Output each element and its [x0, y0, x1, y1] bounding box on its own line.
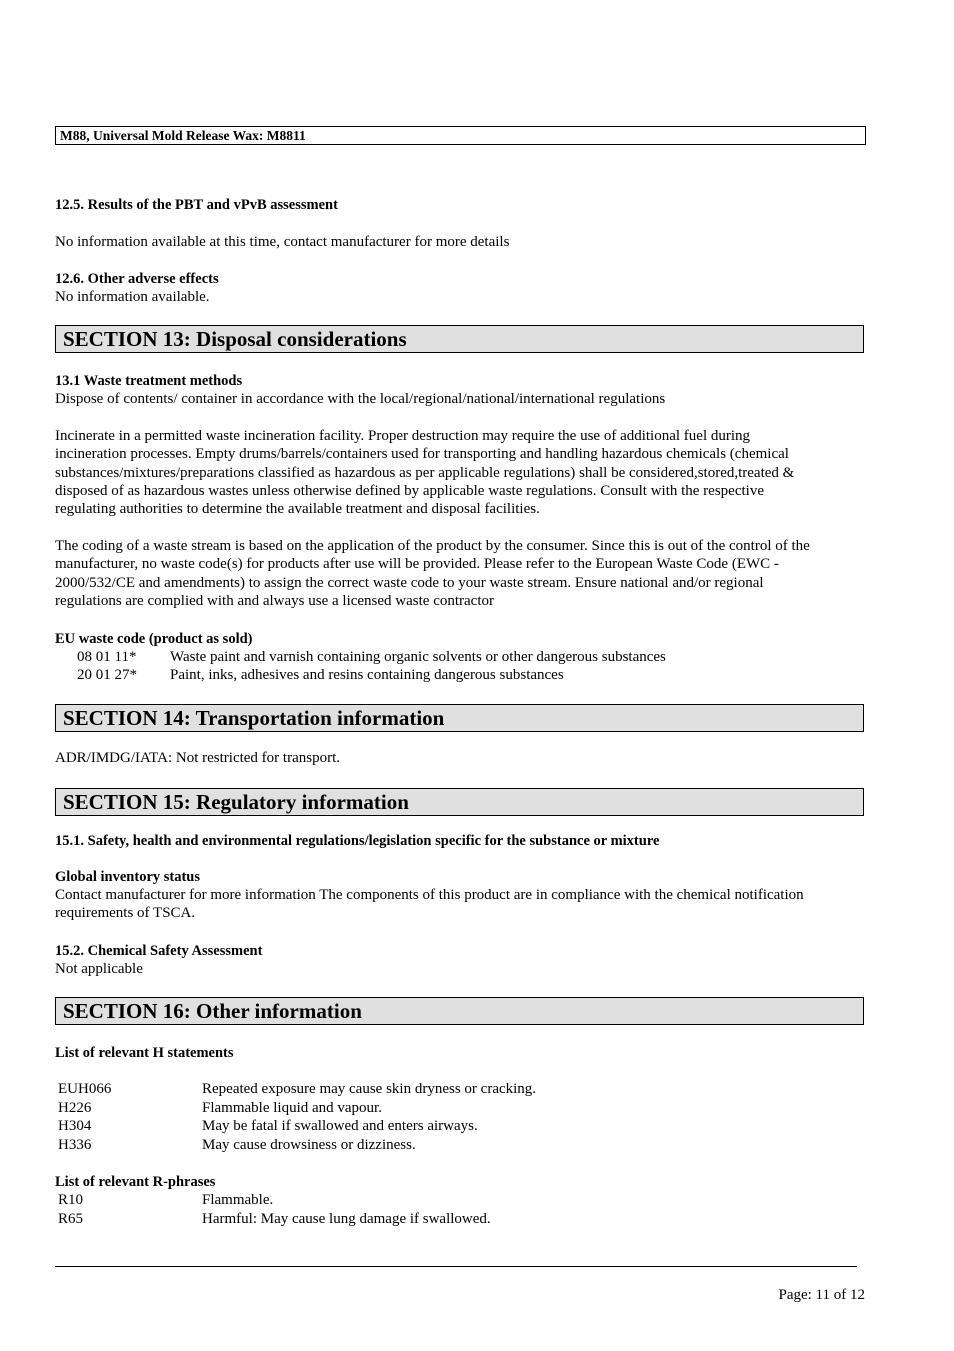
- h-statement-text: May be fatal if swallowed and enters airways.: [202, 1118, 478, 1134]
- chemical-safety-text: Not applicable: [55, 961, 143, 977]
- waste-code: 20 01 27*: [77, 667, 137, 683]
- chemical-safety-heading: 15.2. Chemical Safety Assessment: [55, 943, 263, 959]
- paragraph-line: regulations are complied with and always use a licensed waste contractor: [55, 592, 495, 609]
- product-name: M88, Universal Mold Release Wax: M8811: [60, 128, 306, 143]
- paragraph-line: requirements of TSCA.: [55, 905, 196, 922]
- section-15-title: SECTION 15: Regulatory information: [63, 790, 409, 814]
- incineration-paragraph: [55, 427, 867, 518]
- waste-code-description: Waste paint and varnish containing organic solvents or other dangerous substances: [170, 649, 666, 665]
- section-15-header: [55, 788, 864, 816]
- page-number: Page: 11 of 12: [778, 1287, 865, 1303]
- paragraph-line: Incinerate in a permitted waste incineration facility. Proper destruction may require the use of additional fuel during: [55, 428, 751, 444]
- h-statement-code: H336: [58, 1137, 92, 1153]
- paragraph-line: The coding of a waste stream is based on the application of the product by the consumer. Since this is out of the control of the: [55, 538, 810, 554]
- pbt-text: No information available at this time, contact manufacturer for more details: [55, 234, 510, 250]
- waste-coding-paragraph: [55, 537, 867, 610]
- h-statements-heading: List of relevant H statements: [55, 1045, 234, 1061]
- paragraph-line: 2000/532/CE and amendments) to assign the correct waste code to your waste stream. Ensure national and/or regional: [55, 574, 764, 591]
- h-statement-text: Repeated exposure may cause skin dryness or cracking.: [202, 1081, 537, 1097]
- section-16-title: SECTION 16: Other information: [63, 999, 362, 1023]
- inventory-status-text: [55, 886, 867, 923]
- paragraph-line: substances/mixtures/preparations classified as hazardous as per applicable regulations) shall be considered,stored,treated &: [55, 464, 795, 481]
- h-statement-text: Flammable liquid and vapour.: [202, 1100, 382, 1116]
- r-phrase-text: Harmful: May cause lung damage if swallowed.: [202, 1211, 491, 1227]
- paragraph-line: Contact manufacturer for more information The components of this product are in compliance with the chemical notification: [55, 887, 804, 903]
- transport-text: ADR/IMDG/IATA: Not restricted for transport.: [55, 750, 340, 766]
- r-phrase-code: R65: [58, 1211, 84, 1227]
- h-statement-code: H226: [58, 1100, 92, 1116]
- footer-divider: [55, 1266, 857, 1267]
- waste-treatment-text: Dispose of contents/ container in accordance with the local/regional/national/international regulations: [55, 391, 666, 407]
- section-14-title: SECTION 14: Transportation information: [63, 706, 445, 730]
- h-statement-code: H304: [58, 1118, 92, 1134]
- paragraph-line: disposed of as hazardous wastes unless otherwise defined by applicable waste regulations. Consult with the respective: [55, 482, 764, 499]
- product-header: [55, 126, 866, 145]
- regulations-heading: 15.1. Safety, health and environmental regulations/legislation specific for the substance or mixture: [55, 833, 660, 849]
- waste-treatment-heading: 13.1 Waste treatment methods: [55, 373, 243, 389]
- pbt-heading: 12.5. Results of the PBT and vPvB assessment: [55, 197, 338, 213]
- eu-waste-code-heading: EU waste code (product as sold): [55, 631, 253, 647]
- other-effects-text: No information available.: [55, 289, 210, 305]
- section-13-header: [55, 325, 864, 353]
- other-effects-heading: 12.6. Other adverse effects: [55, 271, 219, 287]
- section-16-header: [55, 997, 864, 1025]
- section-13-title: SECTION 13: Disposal considerations: [63, 327, 407, 351]
- section-14-header: [55, 704, 864, 732]
- r-phrases-heading: List of relevant R-phrases: [55, 1174, 216, 1190]
- waste-code-description: Paint, inks, adhesives and resins containing dangerous substances: [170, 667, 564, 683]
- h-statement-text: May cause drowsiness or dizziness.: [202, 1137, 416, 1153]
- h-statement-code: EUH066: [58, 1081, 112, 1097]
- r-phrase-code: R10: [58, 1192, 84, 1208]
- paragraph-line: incineration processes. Empty drums/barrels/containers used for transporting and handling hazardous chemicals (chemical: [55, 446, 789, 463]
- waste-code: 08 01 11*: [77, 649, 137, 665]
- inventory-status-heading: Global inventory status: [55, 869, 201, 885]
- paragraph-line: regulating authorities to determine the available treatment and disposal facilities.: [55, 501, 540, 518]
- r-phrase-text: Flammable.: [202, 1192, 274, 1208]
- paragraph-line: manufacturer, no waste code(s) for products after use will be provided. Please refer to the European Waste Code (EWC -: [55, 556, 779, 573]
